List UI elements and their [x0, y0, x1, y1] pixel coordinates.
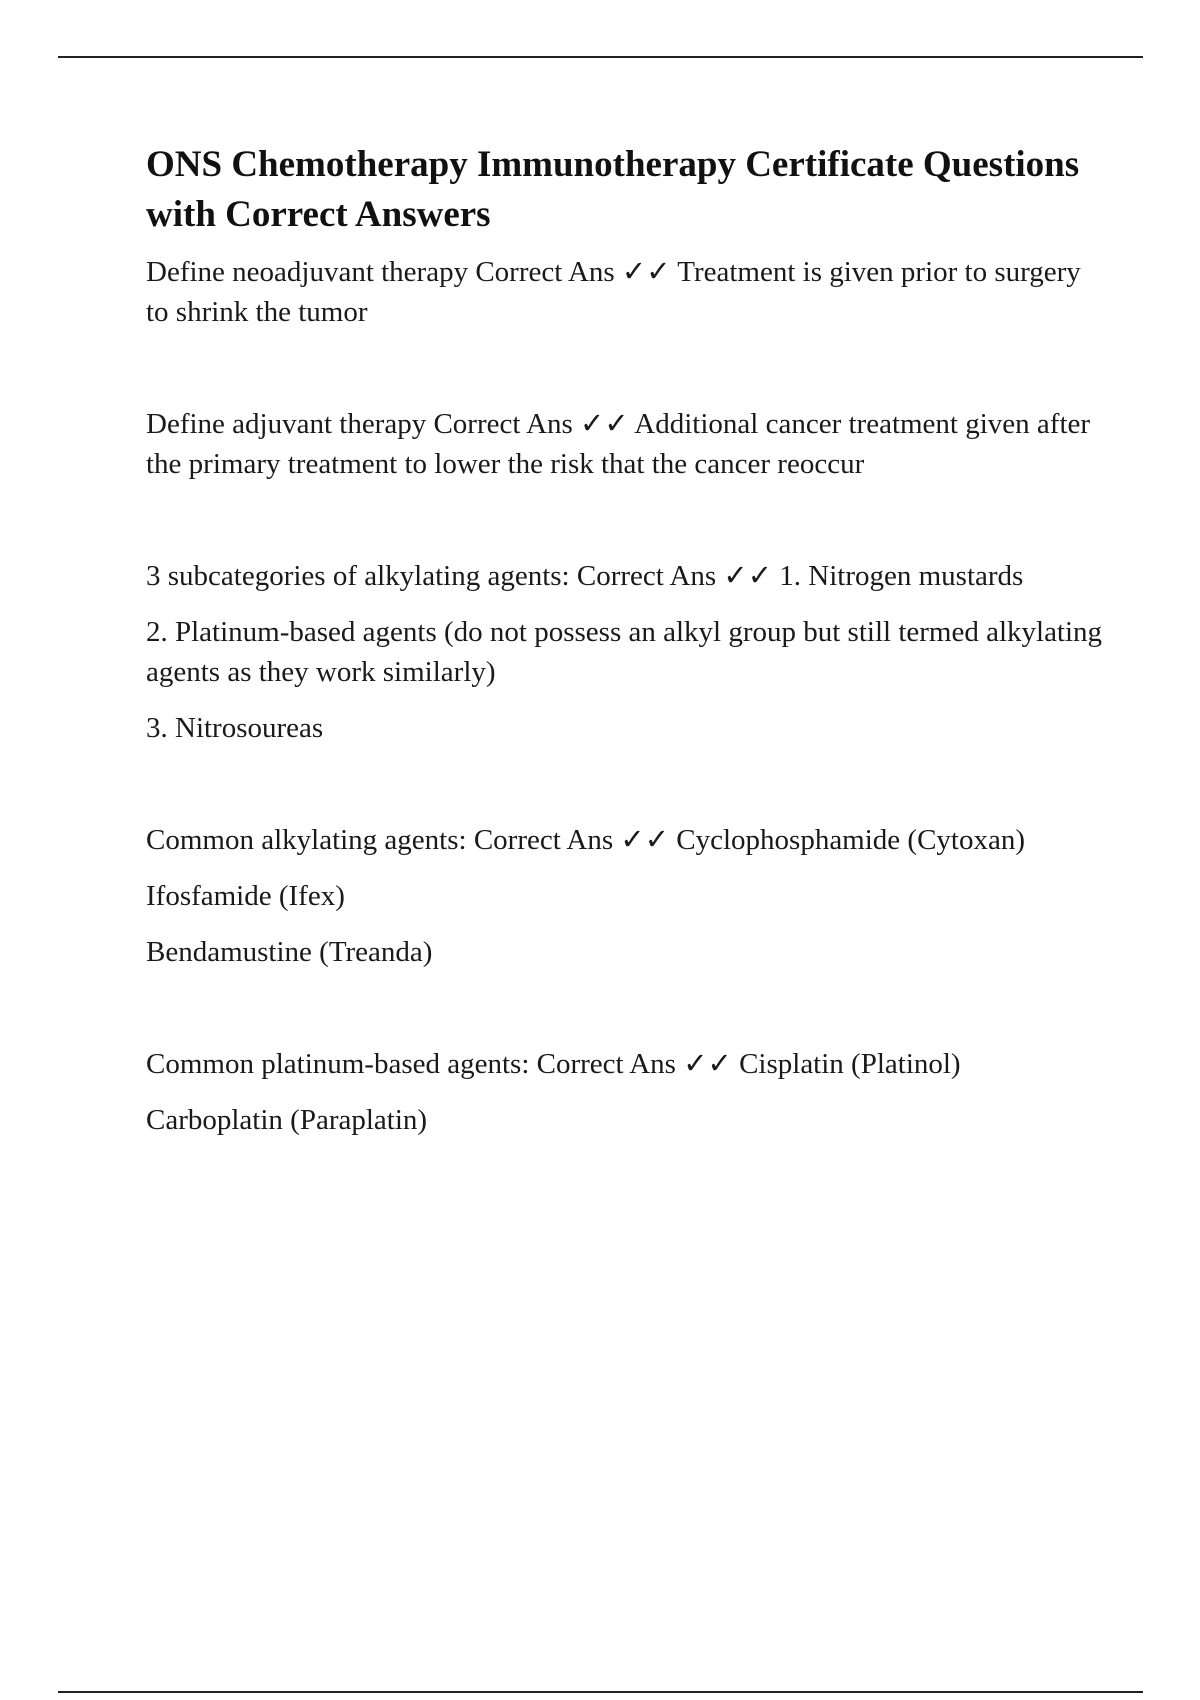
footer-rule	[58, 1691, 1143, 1693]
qa-text: Bendamustine (Treanda)	[146, 936, 433, 968]
qa-entry-neoadjuvant	[146, 252, 1106, 332]
qa-text: Define adjuvant therapy Correct Ans ✓✓ Additional cancer treatment given after the primary treatment to lower the risk that the cancer reoccur	[146, 408, 1091, 480]
qa-entry-alkylating-subcategories	[146, 556, 1106, 748]
qa-text: Carboplatin (Paraplatin)	[146, 1104, 428, 1136]
qa-text: Define neoadjuvant therapy Correct Ans ✓✓ Treatment is given prior to surgery to shrink the tumor	[146, 256, 1081, 328]
qa-entry-common-platinum	[146, 1044, 1106, 1140]
qa-text: Common platinum-based agents: Correct Ans ✓✓ Cisplatin (Platinol)	[146, 1048, 961, 1080]
qa-text: Common alkylating agents: Correct Ans ✓✓ Cyclophosphamide (Cytoxan)	[146, 824, 1026, 856]
header-rule	[58, 56, 1143, 58]
qa-entry-adjuvant	[146, 404, 1106, 484]
document-title: ONS Chemotherapy Immunotherapy Certificate Questions with Correct Answers	[146, 144, 1080, 235]
qa-text: 2. Platinum-based agents (do not possess an alkyl group but still termed alkylating agents as they work similarly)	[146, 616, 1103, 688]
qa-text: 3 subcategories of alkylating agents: Correct Ans ✓✓ 1. Nitrogen mustards	[146, 560, 1024, 592]
document-body	[146, 140, 1106, 1140]
qa-text: Ifosfamide (Ifex)	[146, 880, 345, 912]
qa-entry-common-alkylating	[146, 820, 1106, 972]
qa-text: 3. Nitrosoureas	[146, 712, 324, 744]
